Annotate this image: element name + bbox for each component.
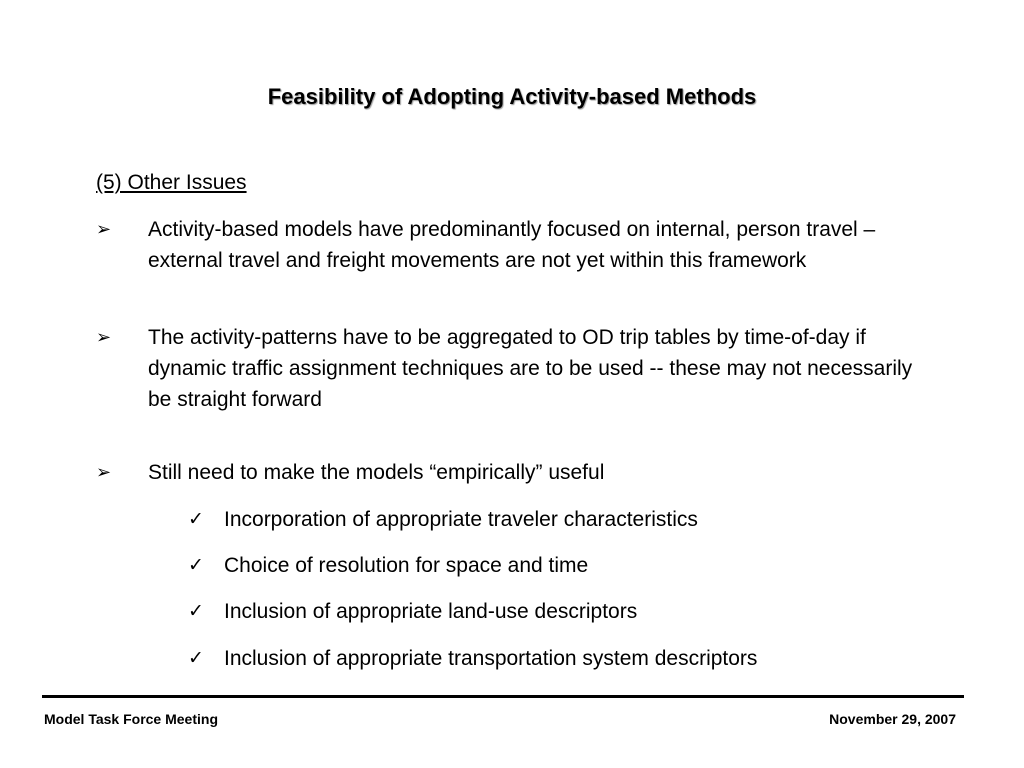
- checkmark-icon: ✓: [188, 648, 204, 669]
- sub-bullet-text: Choice of resolution for space and time: [224, 554, 589, 577]
- bullet-text: The activity-patterns have to be aggregated to OD trip tables by time-of-day if dynamic traffic assignment techniques are to be used -- these may not necessarily be straight forward: [148, 326, 913, 411]
- sub-bullet-text: Incorporation of appropriate traveler characteristics: [224, 508, 698, 531]
- sub-bullet-text: Inclusion of appropriate transportation system descriptors: [224, 647, 758, 670]
- arrow-bullet-icon: ➢: [96, 462, 112, 482]
- checkmark-icon: ✓: [188, 601, 204, 622]
- footer-date: November 29, 2007: [829, 711, 956, 727]
- footer-divider: [42, 695, 964, 698]
- slide-title: Feasibility of Adopting Activity-based Methods: [267, 84, 757, 109]
- bullet-text: Activity-based models have predominantly focused on internal, person travel – external travel and freight movements are not yet within this framework: [148, 218, 876, 272]
- section-heading: (5) Other Issues: [96, 171, 247, 194]
- checkmark-icon: ✓: [188, 509, 204, 530]
- checkmark-icon: ✓: [188, 555, 204, 576]
- bullet-text: Still need to make the models “empirically” useful: [148, 461, 605, 484]
- arrow-bullet-icon: ➢: [96, 219, 112, 239]
- footer-left-text: Model Task Force Meeting: [44, 711, 218, 727]
- arrow-bullet-icon: ➢: [96, 327, 112, 347]
- sub-bullet-text: Inclusion of appropriate land-use descriptors: [224, 600, 638, 623]
